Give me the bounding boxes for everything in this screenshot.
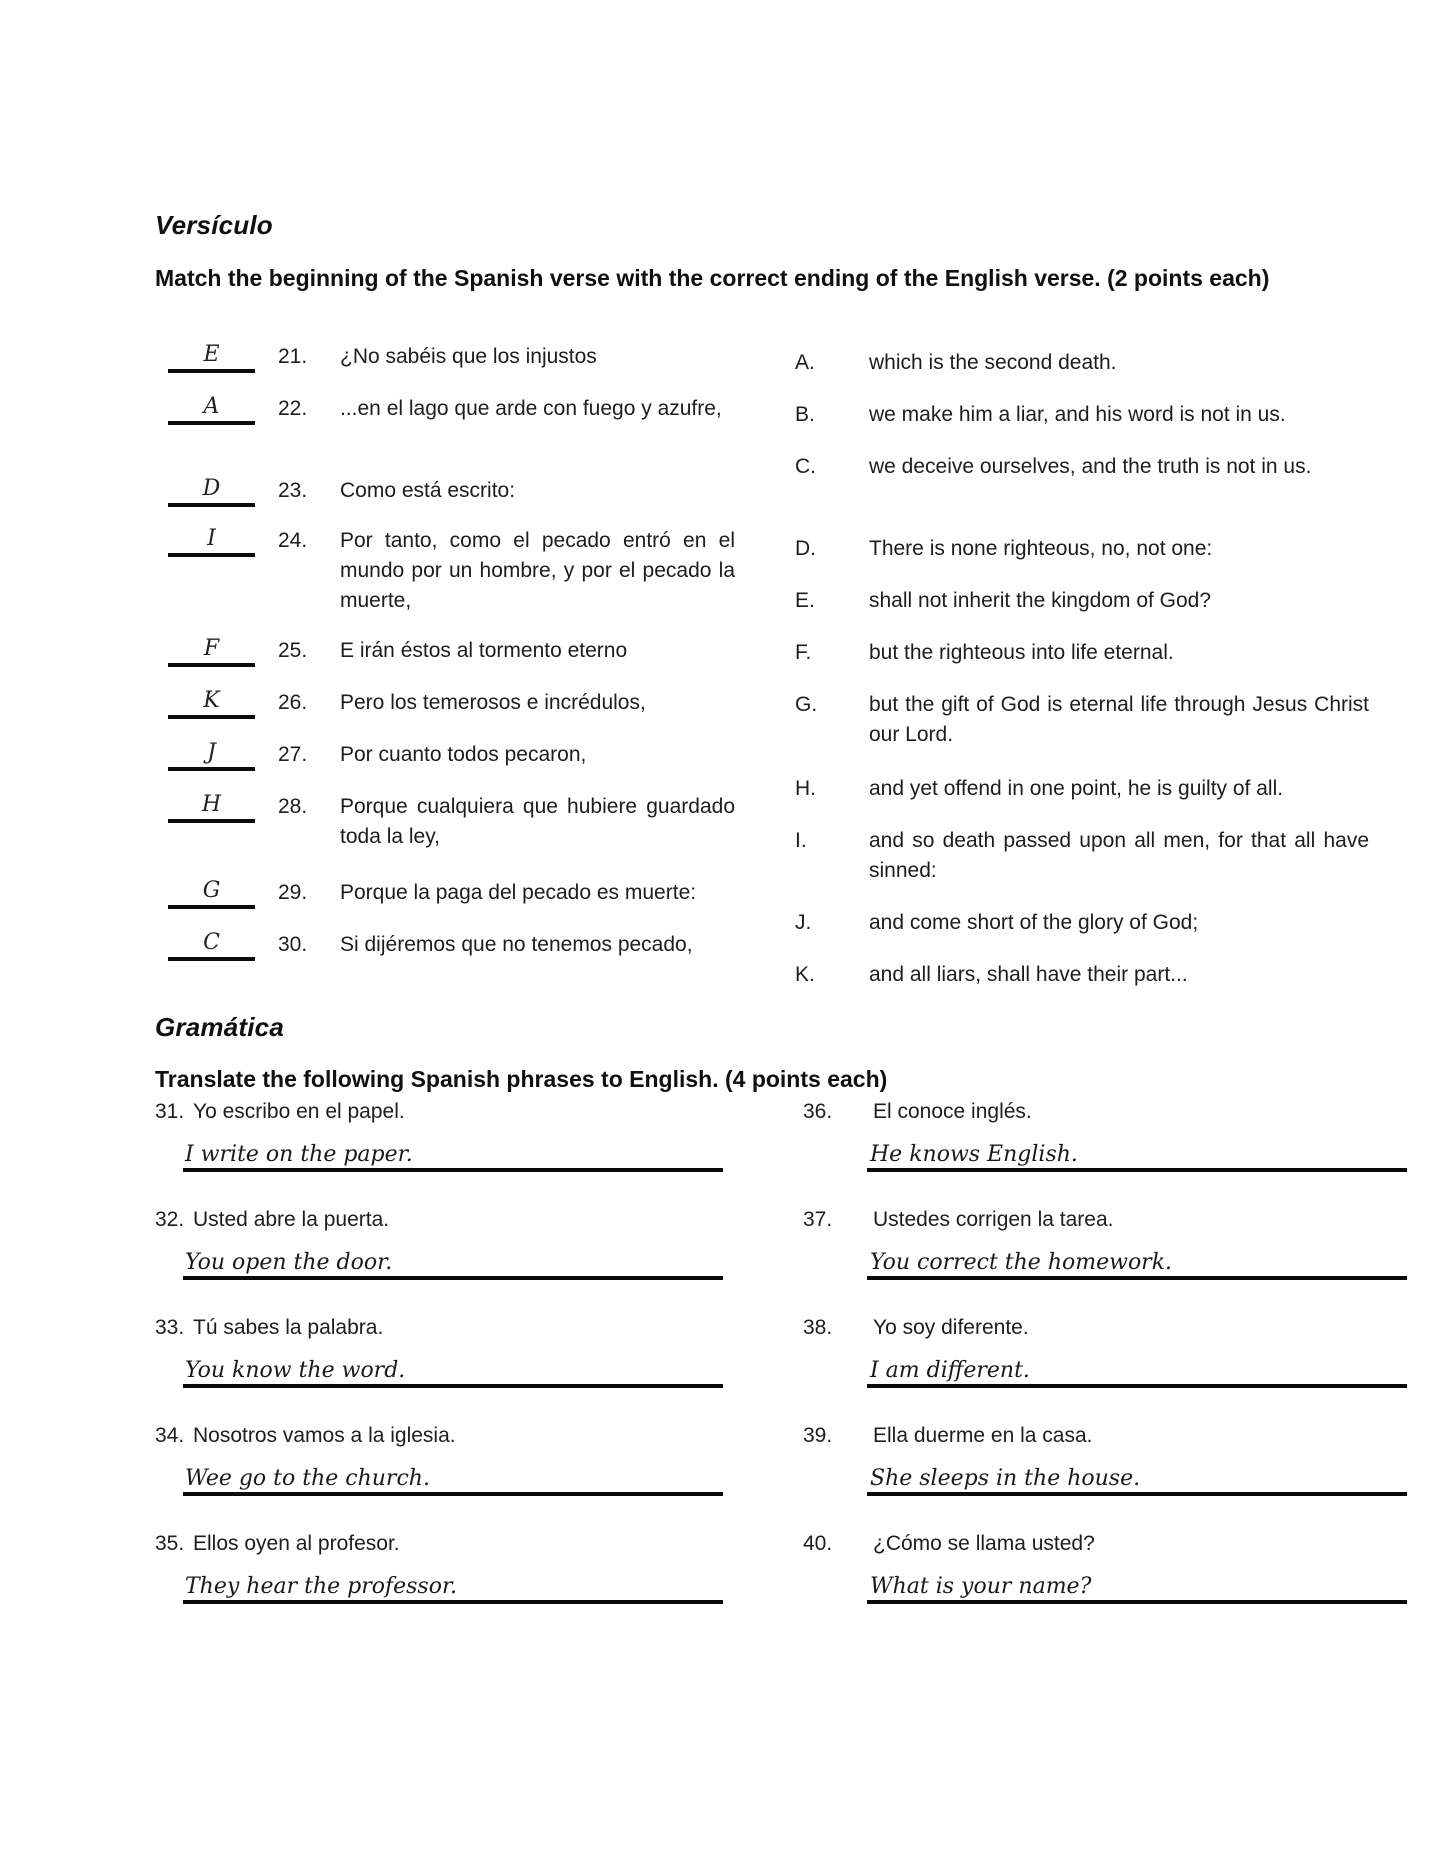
item-text: Si dijéremos que no tenemos pecado, [340,933,693,956]
option-text: and all liars, shall have their part... [869,963,1188,986]
gramatica-section-title: Gramática [155,1012,284,1042]
handwritten-answer-28: H [201,792,222,817]
item-number: 33. [155,1316,185,1339]
handwritten-translation-33: You know the word. [185,1358,406,1383]
item-number: 40. [803,1532,833,1555]
answer-blank-22 [168,394,255,425]
translation-item-33 [155,1314,740,1414]
handwritten-answer-27: J [207,740,216,765]
item-number: 29. [278,881,308,904]
match-item-26 [155,688,735,719]
translation-item-32 [155,1206,740,1306]
item-number: 37. [803,1208,833,1231]
spanish-phrase: Ella duerme en la casa. [873,1424,1093,1447]
item-number: 23. [278,479,308,502]
handwritten-translation-36: He knows English. [870,1142,1078,1167]
answer-blank-29 [168,878,255,909]
translation-item-38 [803,1314,1388,1414]
option-letter: E. [795,589,815,612]
option-text: and so death passed upon all men, for that all have sinned: [869,829,1369,882]
item-number: 38. [803,1316,833,1339]
match-item-25 [155,636,735,667]
translation-item-36 [803,1098,1388,1198]
translation-item-39 [803,1422,1388,1522]
spanish-phrase: ¿Cómo se llama usted? [873,1532,1095,1555]
option-text: but the gift of God is eternal life through Jesus Christ our Lord. [869,693,1369,746]
handwritten-translation-38: I am different. [870,1358,1030,1383]
answer-line-38 [867,1384,1407,1388]
item-number: 35. [155,1532,185,1555]
spanish-phrase: El conoce inglés. [873,1100,1032,1123]
item-text: Como está escrito: [340,479,516,502]
handwritten-answer-25: F [203,636,220,661]
handwritten-translation-35: They hear the professor. [185,1574,458,1599]
handwritten-translation-34: Wee go to the church. [185,1466,430,1491]
answer-blank-28 [168,792,255,823]
handwritten-answer-23: D [202,476,221,501]
translation-item-34 [155,1422,740,1522]
translation-item-35 [155,1530,740,1630]
match-option-E [795,586,1369,616]
item-number: 27. [278,743,308,766]
spanish-phrase: Nosotros vamos a la iglesia. [193,1424,456,1447]
item-number: 22. [278,397,308,420]
option-letter: D. [795,537,816,560]
item-text: Porque cualquiera que hubiere guardado toda la ley, [340,795,735,848]
match-item-30 [155,930,735,961]
item-number: 39. [803,1424,833,1447]
match-option-K [795,960,1369,990]
answer-line-39 [867,1492,1407,1496]
item-number: 25. [278,639,308,662]
handwritten-translation-40: What is your name? [870,1574,1092,1599]
match-option-A [795,348,1369,378]
translation-exercise [155,1098,1415,1658]
match-option-C [795,452,1369,482]
answer-blank-21 [168,342,255,373]
item-number: 34. [155,1424,185,1447]
option-text: and come short of the glory of God; [869,911,1199,934]
match-item-29 [155,878,735,909]
answer-line-36 [867,1168,1407,1172]
spanish-phrase: Tú sabes la palabra. [193,1316,384,1339]
versiculo-section-title: Versículo [155,210,273,240]
answer-blank-24 [168,526,255,557]
item-text: Porque la paga del pecado es muerte: [340,881,697,904]
translation-item-40 [803,1530,1388,1630]
answer-line-33 [183,1384,723,1388]
spanish-phrase: Ustedes corrigen la tarea. [873,1208,1114,1231]
answer-line-31 [183,1168,723,1172]
answer-line-32 [183,1276,723,1280]
match-option-H [795,774,1369,804]
spanish-phrase: Yo soy diferente. [873,1316,1029,1339]
option-letter: G. [795,693,818,716]
matching-exercise [155,342,1390,990]
item-number: 31. [155,1100,185,1123]
handwritten-answer-29: G [202,878,221,903]
answer-line-40 [867,1600,1407,1604]
answer-blank-30 [168,930,255,961]
option-text: we make him a liar, and his word is not in us. [869,403,1286,426]
option-text: but the righteous into life eternal. [869,641,1174,664]
item-text: Por cuanto todos pecaron, [340,743,587,766]
option-text: we deceive ourselves, and the truth is not in us. [869,455,1312,478]
option-letter: C. [795,455,816,478]
match-option-J [795,908,1369,938]
spanish-phrase: Usted abre la puerta. [193,1208,390,1231]
gramatica-instructions: Translate the following Spanish phrases to English. (4 points each) [155,1066,888,1092]
handwritten-answer-22: A [203,394,220,419]
item-number: 28. [278,795,308,818]
option-text: shall not inherit the kingdom of God? [869,589,1212,612]
handwritten-translation-37: You correct the homework. [870,1250,1173,1275]
answer-blank-27 [168,740,255,771]
answer-blank-25 [168,636,255,667]
option-letter: J. [795,911,812,934]
option-letter: H. [795,777,816,800]
match-option-I [795,826,1369,886]
option-text: which is the second death. [869,351,1117,374]
match-item-24 [155,526,735,616]
spanish-phrase: Yo escribo en el papel. [193,1100,405,1123]
item-number: 24. [278,529,308,552]
item-number: 26. [278,691,308,714]
item-text: ¿No sabéis que los injustos [340,345,597,368]
item-text: E irán éstos al tormento eterno [340,639,628,662]
option-letter: F. [795,641,812,664]
match-option-F [795,638,1369,668]
item-text: ...en el lago que arde con fuego y azufre, [340,397,722,420]
handwritten-translation-31: I write on the paper. [185,1142,413,1167]
handwritten-translation-39: She sleeps in the house. [870,1466,1141,1491]
match-item-28 [155,792,735,852]
handwritten-translation-32: You open the door. [185,1250,393,1275]
item-text: Pero los temerosos e incrédulos, [340,691,646,714]
option-text: and yet offend in one point, he is guilty of all. [869,777,1284,800]
option-letter: B. [795,403,815,426]
match-item-21 [155,342,735,373]
versiculo-instructions: Match the beginning of the Spanish verse with the correct ending of the English verse. (2 points each) [155,265,1270,291]
match-item-23 [155,476,735,507]
option-letter: I. [795,829,807,852]
option-text: There is none righteous, no, not one: [869,537,1213,560]
match-option-D [795,534,1369,564]
handwritten-answer-26: K [203,688,220,713]
match-item-22 [155,394,735,425]
answer-line-35 [183,1600,723,1604]
option-letter: A. [795,351,815,374]
match-option-G [795,690,1369,750]
handwritten-answer-24: I [207,526,216,551]
item-number: 36. [803,1100,833,1123]
translation-item-31 [155,1098,740,1198]
answer-line-34 [183,1492,723,1496]
handwritten-answer-21: E [203,342,220,367]
spanish-phrase: Ellos oyen al profesor. [193,1532,400,1555]
match-option-B [795,400,1369,430]
handwritten-answer-30: C [203,930,220,955]
answer-line-37 [867,1276,1407,1280]
answer-blank-26 [168,688,255,719]
answer-blank-23 [168,476,255,507]
item-number: 32. [155,1208,185,1231]
item-text: Por tanto, como el pecado entró en el mundo por un hombre, y por el pecado la muerte, [340,529,735,612]
option-letter: K. [795,963,815,986]
item-number: 30. [278,933,308,956]
translation-item-37 [803,1206,1388,1306]
item-number: 21. [278,345,308,368]
match-item-27 [155,740,735,771]
